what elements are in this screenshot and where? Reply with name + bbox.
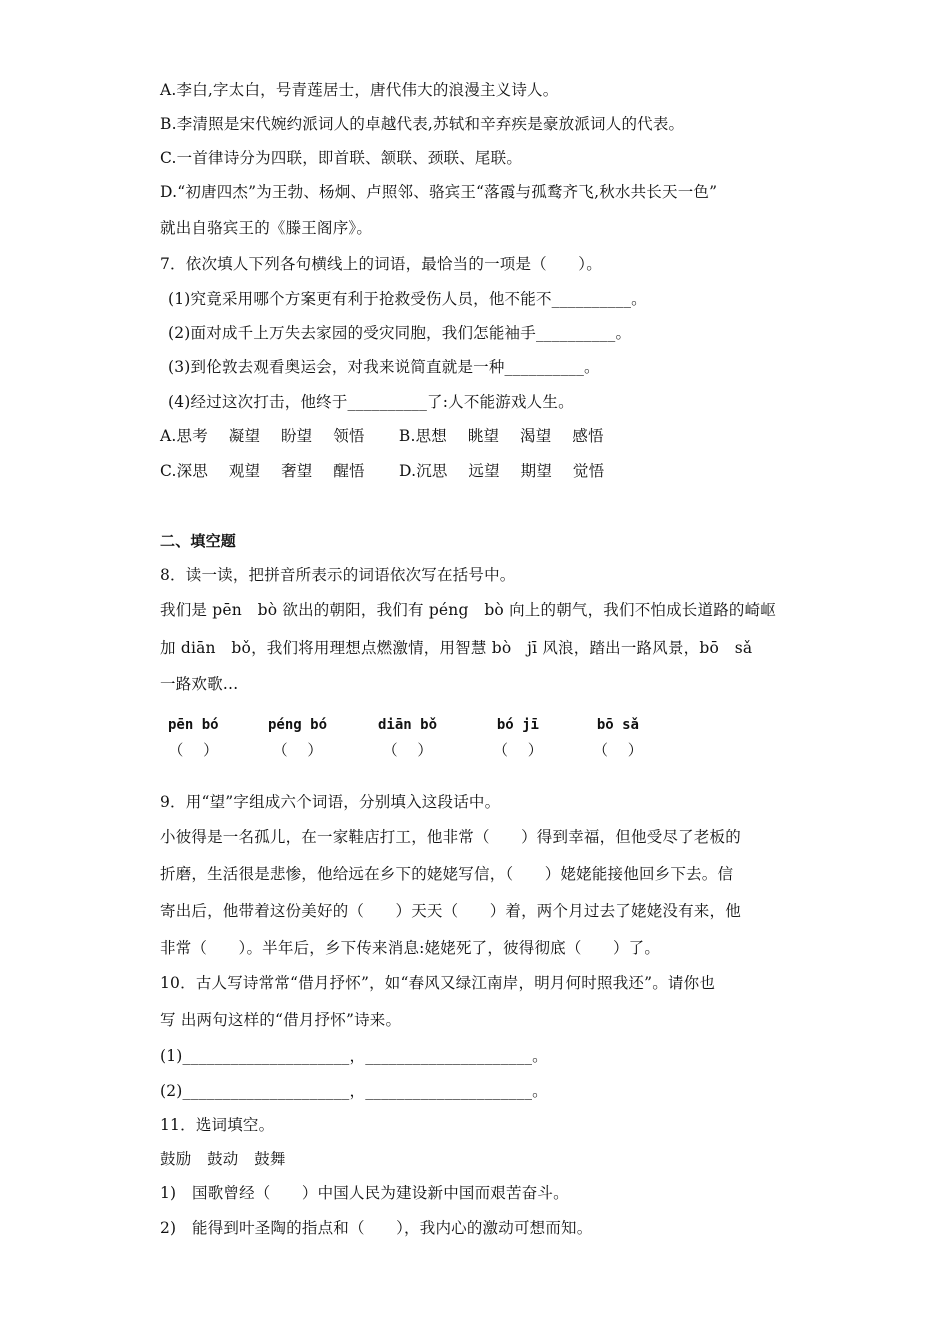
question-7-option-b: B.思想 眺望 渴望 感悟 xyxy=(398,427,604,445)
question-10-answer-line-1: (1)_____________________，_____________________。 xyxy=(160,1047,548,1065)
pinyin-label: pēn bó xyxy=(168,717,219,733)
answer-parentheses: （ ） xyxy=(593,741,643,759)
pinyin-item xyxy=(493,717,543,760)
question-7-item-1: (1)究竟采用哪个方案更有利于抢救受伤人员，他不能不__________。 xyxy=(168,290,647,308)
question-9-passage-line-1: 小彼得是一名孤儿，在一家鞋店打工，他非常（ ）得到幸福，但他受尽了老板的 xyxy=(160,828,741,846)
question-8-passage-line-2: 加 diān bǒ，我们将用理想点燃激情，用智慧 bò jī 风浪，踏出一路风景，bō sǎ xyxy=(160,639,753,657)
answer-parentheses: （ ） xyxy=(168,741,219,759)
option-c-text: C.一首律诗分为四联，即首联、颔联、颈联、尾联。 xyxy=(160,149,523,167)
question-9-passage-line-3: 寄出后，他带着这份美好的（ ）天天（ ）着，两个月过去了姥姥没有来，他 xyxy=(160,902,741,920)
pinyin-item xyxy=(168,717,219,760)
answer-parentheses: （ ） xyxy=(382,741,433,759)
pinyin-label: bó jī xyxy=(496,717,539,733)
question-8-passage-line-3: 一路欢歌… xyxy=(160,675,239,693)
pinyin-answer-grid xyxy=(168,717,688,767)
question-9-passage-line-2: 折磨，生活很是悲惨，他给远在乡下的姥姥写信，（ ）姥姥能接他回乡下去。信 xyxy=(160,865,734,883)
pinyin-label: péng bó xyxy=(268,717,328,733)
question-7-item-4: (4)经过这次打击，他终于__________了:人不能游戏人生。 xyxy=(168,393,574,411)
option-d-continued: 就出自骆宾王的《滕王阁序》。 xyxy=(160,219,373,237)
question-10-prompt: 10．古人写诗常常“借月抒怀”，如“春风又绿江南岸，明月何时照我还”。请你也 xyxy=(160,974,716,992)
question-8-prompt: 8．读一读，把拼音所表示的词语依次写在括号中。 xyxy=(160,566,516,584)
question-7-item-2: (2)面对成千上万失去家园的受灾同胞，我们怎能袖手__________。 xyxy=(168,324,632,342)
section-heading-fill-in: 二、填空题 xyxy=(160,532,237,550)
pinyin-label: bō sǎ xyxy=(596,717,639,733)
question-10-prompt-continued: 写 出两句这样的“借月抒怀”诗来。 xyxy=(160,1011,402,1029)
answer-parentheses: （ ） xyxy=(272,741,323,759)
pinyin-item xyxy=(593,717,643,760)
question-8-passage-line-1: 我们是 pēn bò 欲出的朝阳，我们有 péng bò 向上的朝气，我们不怕成长道路的崎岖 xyxy=(160,601,776,619)
question-11-prompt: 11．选词填空。 xyxy=(160,1116,275,1134)
question-7-item-3: (3)到伦敦去观看奥运会，对我来说简直就是一种__________。 xyxy=(168,358,600,376)
option-a-text: A.李白,字太白，号青莲居士，唐代伟大的浪漫主义诗人。 xyxy=(160,81,559,99)
option-b-text: B.李清照是宋代婉约派词人的卓越代表,苏轼和辛弃疾是豪放派词人的代表。 xyxy=(160,115,685,133)
question-7-option-c: C.深思 观望 奢望 醒悟 xyxy=(160,462,365,480)
question-7-options-row-2 xyxy=(160,461,604,481)
pinyin-item xyxy=(268,717,327,760)
question-9-passage-line-4: 非常（ ）。半年后，乡下传来消息:姥姥死了，彼得彻底（ ）了。 xyxy=(160,939,661,957)
question-7-option-a: A.思考 凝望 盼望 领悟 xyxy=(160,427,365,445)
question-11-item-2: 2) 能得到叶圣陶的指点和（ ），我内心的激动可想而知。 xyxy=(160,1219,593,1237)
question-7-prompt: 7．依次填人下列各句横线上的词语，最恰当的一项是（ ）。 xyxy=(160,255,602,273)
question-7-options-row-1 xyxy=(160,426,604,446)
question-9-prompt: 9．用“望”字组成六个词语，分别填入这段话中。 xyxy=(160,793,501,811)
question-7-option-d: D.沉思 远望 期望 觉悟 xyxy=(399,462,605,480)
option-d-text: D.“初唐四杰”为王勃、杨炯、卢照邻、骆宾王“落霞与孤鹜齐飞,秋水共长天一色” xyxy=(160,183,718,201)
pinyin-item xyxy=(378,717,437,760)
question-10-answer-line-2: (2)_____________________，_____________________。 xyxy=(160,1082,548,1100)
answer-parentheses: （ ） xyxy=(493,741,543,759)
pinyin-label: diān bǒ xyxy=(378,717,438,733)
question-11-word-choices: 鼓励 鼓动 鼓舞 xyxy=(160,1150,286,1168)
question-11-item-1: 1) 国歌曾经（ ）中国人民为建设新中国而艰苦奋斗。 xyxy=(160,1184,569,1202)
